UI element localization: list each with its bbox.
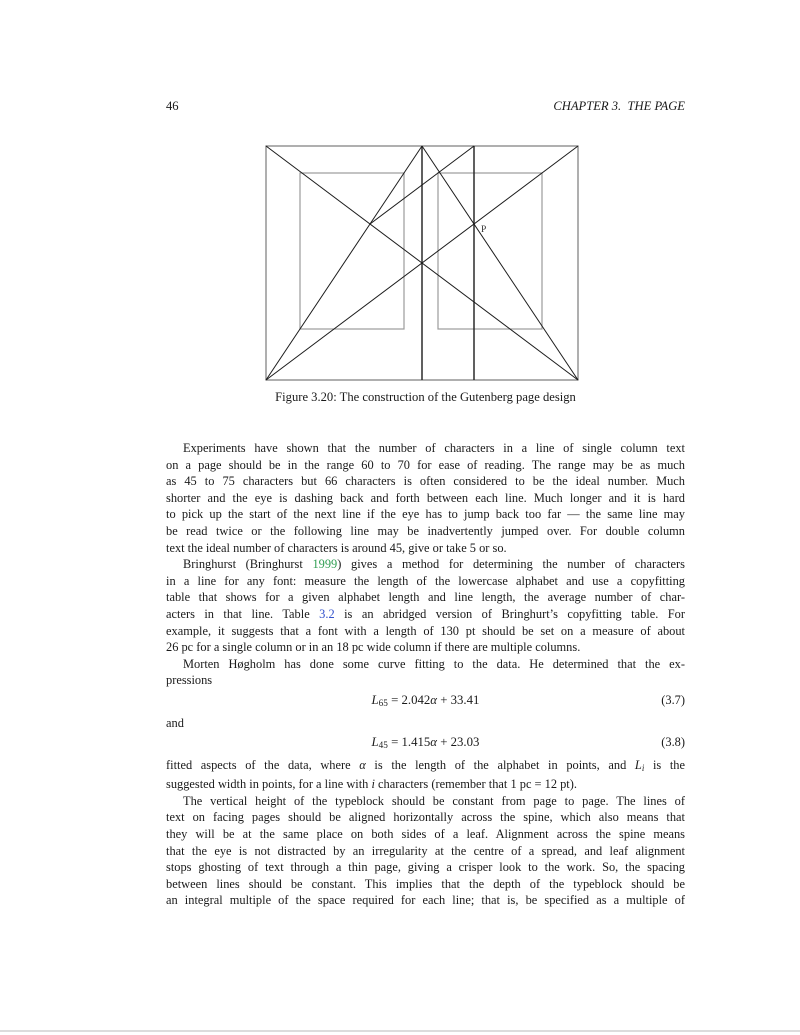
equation [166,734,685,754]
text-line: example, it suggests that a font with a length of 130 pt should be set on a measure of about [166,623,685,638]
text-line: they will be at the same place on both sides of a leaf. Alignment across the spine means [166,827,685,842]
equation [166,692,685,712]
text-line [166,776,685,793]
text-line: as 45 to 75 characters but 66 characters is often considered to be the ideal number. Much [166,474,685,489]
text-segment: is an abridged version of Bringhurt’s copyfitting table. For [334,606,686,621]
text-line: shorter and the eye is dashing back and forth between each line. Much longer and it is hard [166,490,685,505]
text-line: and [166,715,184,730]
text-line: text on facing pages should be aligned horizontally across the spine, which also means that [166,810,685,825]
text-line [166,757,685,777]
text-line: be read twice or the following line may be inadvertently jumped over. For double column [166,523,685,538]
text-line: Morten Høgholm has done some curve fitting to the data. He determined that the ex- [183,656,685,671]
text-line: between lines should be constant. This implies that the depth of the typeblock should be [166,876,685,891]
text-segment: + 23.03 [437,735,480,750]
math-text: α [430,735,438,750]
text-line: text the ideal number of characters is around 45, give or take 5 or so. [166,540,507,555]
text-segment: is the length of the alphabet in points, and [365,757,635,772]
text-segment: is the [644,757,685,772]
text-line: to pick up the start of the next line if the eye has to jump back too far — the same line may [166,507,685,522]
page-number: 46 [166,99,179,113]
math-text: L [371,692,379,707]
text-segment: Bringhurst (Bringhurst [183,557,313,572]
math-text: L [634,757,642,772]
text-segment: ) gives a method for determining the number of characters [337,557,685,572]
figure-caption: Figure 3.20: The construction of the Gutenberg page design [275,390,576,404]
math-text: L [371,735,379,750]
subit-text: i [641,762,645,773]
recto-page-diagonal [422,146,578,380]
text-segment: suggested width in points, for a line with [166,777,372,792]
equation-body [372,693,480,707]
text-segment: fitted aspects of the data, where [166,757,360,772]
text-line [166,556,685,573]
page-header [166,99,685,114]
point-p-label: P [481,225,487,235]
text-line: an integral multiple of the space required for each line; that is, be specified as a multiple of [166,893,685,908]
chapter-header: CHAPTER 3. THE PAGE [553,99,685,113]
citation-link-bringhurst-1999[interactable]: 1999 [312,557,338,572]
text-line: table that shows for a given alphabet length and line length, the average number of char- [166,590,685,605]
math-text: i [371,777,375,792]
text-line: 26 pc for a single column or in an 18 pc wide column if there are multiple columns. [166,640,581,655]
figure-drawing [266,146,578,380]
text-line: that the eye is not distracted by an irregularity at the centre of a spread, and leaf alignment [166,843,685,858]
sub-text: 65 [378,697,388,708]
text-segment: + 33.41 [437,692,480,707]
verso-page-diagonal [266,146,422,380]
text-line: pressions [166,673,213,688]
math-text: α [359,757,366,772]
text-segment: characters (remember that 1 pc = 12 pt). [374,777,577,792]
sub-text: 45 [378,740,388,751]
recto-typeblock [438,173,542,329]
equation-number: (3.7) [661,692,685,707]
equation-number: (3.8) [661,735,685,750]
text-line: in a line for any font: measure the length of the lowercase alphabet and use a copyfitting [166,573,685,588]
text-segment: = 2.042 [387,692,431,707]
text-line: on a page should be in the range 60 to 70 for ease of reading. The range may be as much [166,457,685,472]
page-bottom-edge [0,1030,800,1032]
text-line: The vertical height of the typeblock should be constant from page to page. The lines of [183,793,685,808]
text-line: Experiments have shown that the number of characters in a line of single column text [183,441,685,455]
equation-body [372,735,480,749]
reference-link-table-3-2[interactable]: 3.2 [319,606,335,621]
gutenberg-construction-figure [266,146,578,380]
text-line: stops ghosting of text through a thin page, giving a crisper look to the work. So, the spacing [166,860,685,875]
math-text: α [430,692,438,707]
body-text [166,440,685,909]
text-line [166,606,685,623]
text-segment: = 1.415 [387,735,431,750]
text-segment: acters in that line. Table [166,606,320,621]
